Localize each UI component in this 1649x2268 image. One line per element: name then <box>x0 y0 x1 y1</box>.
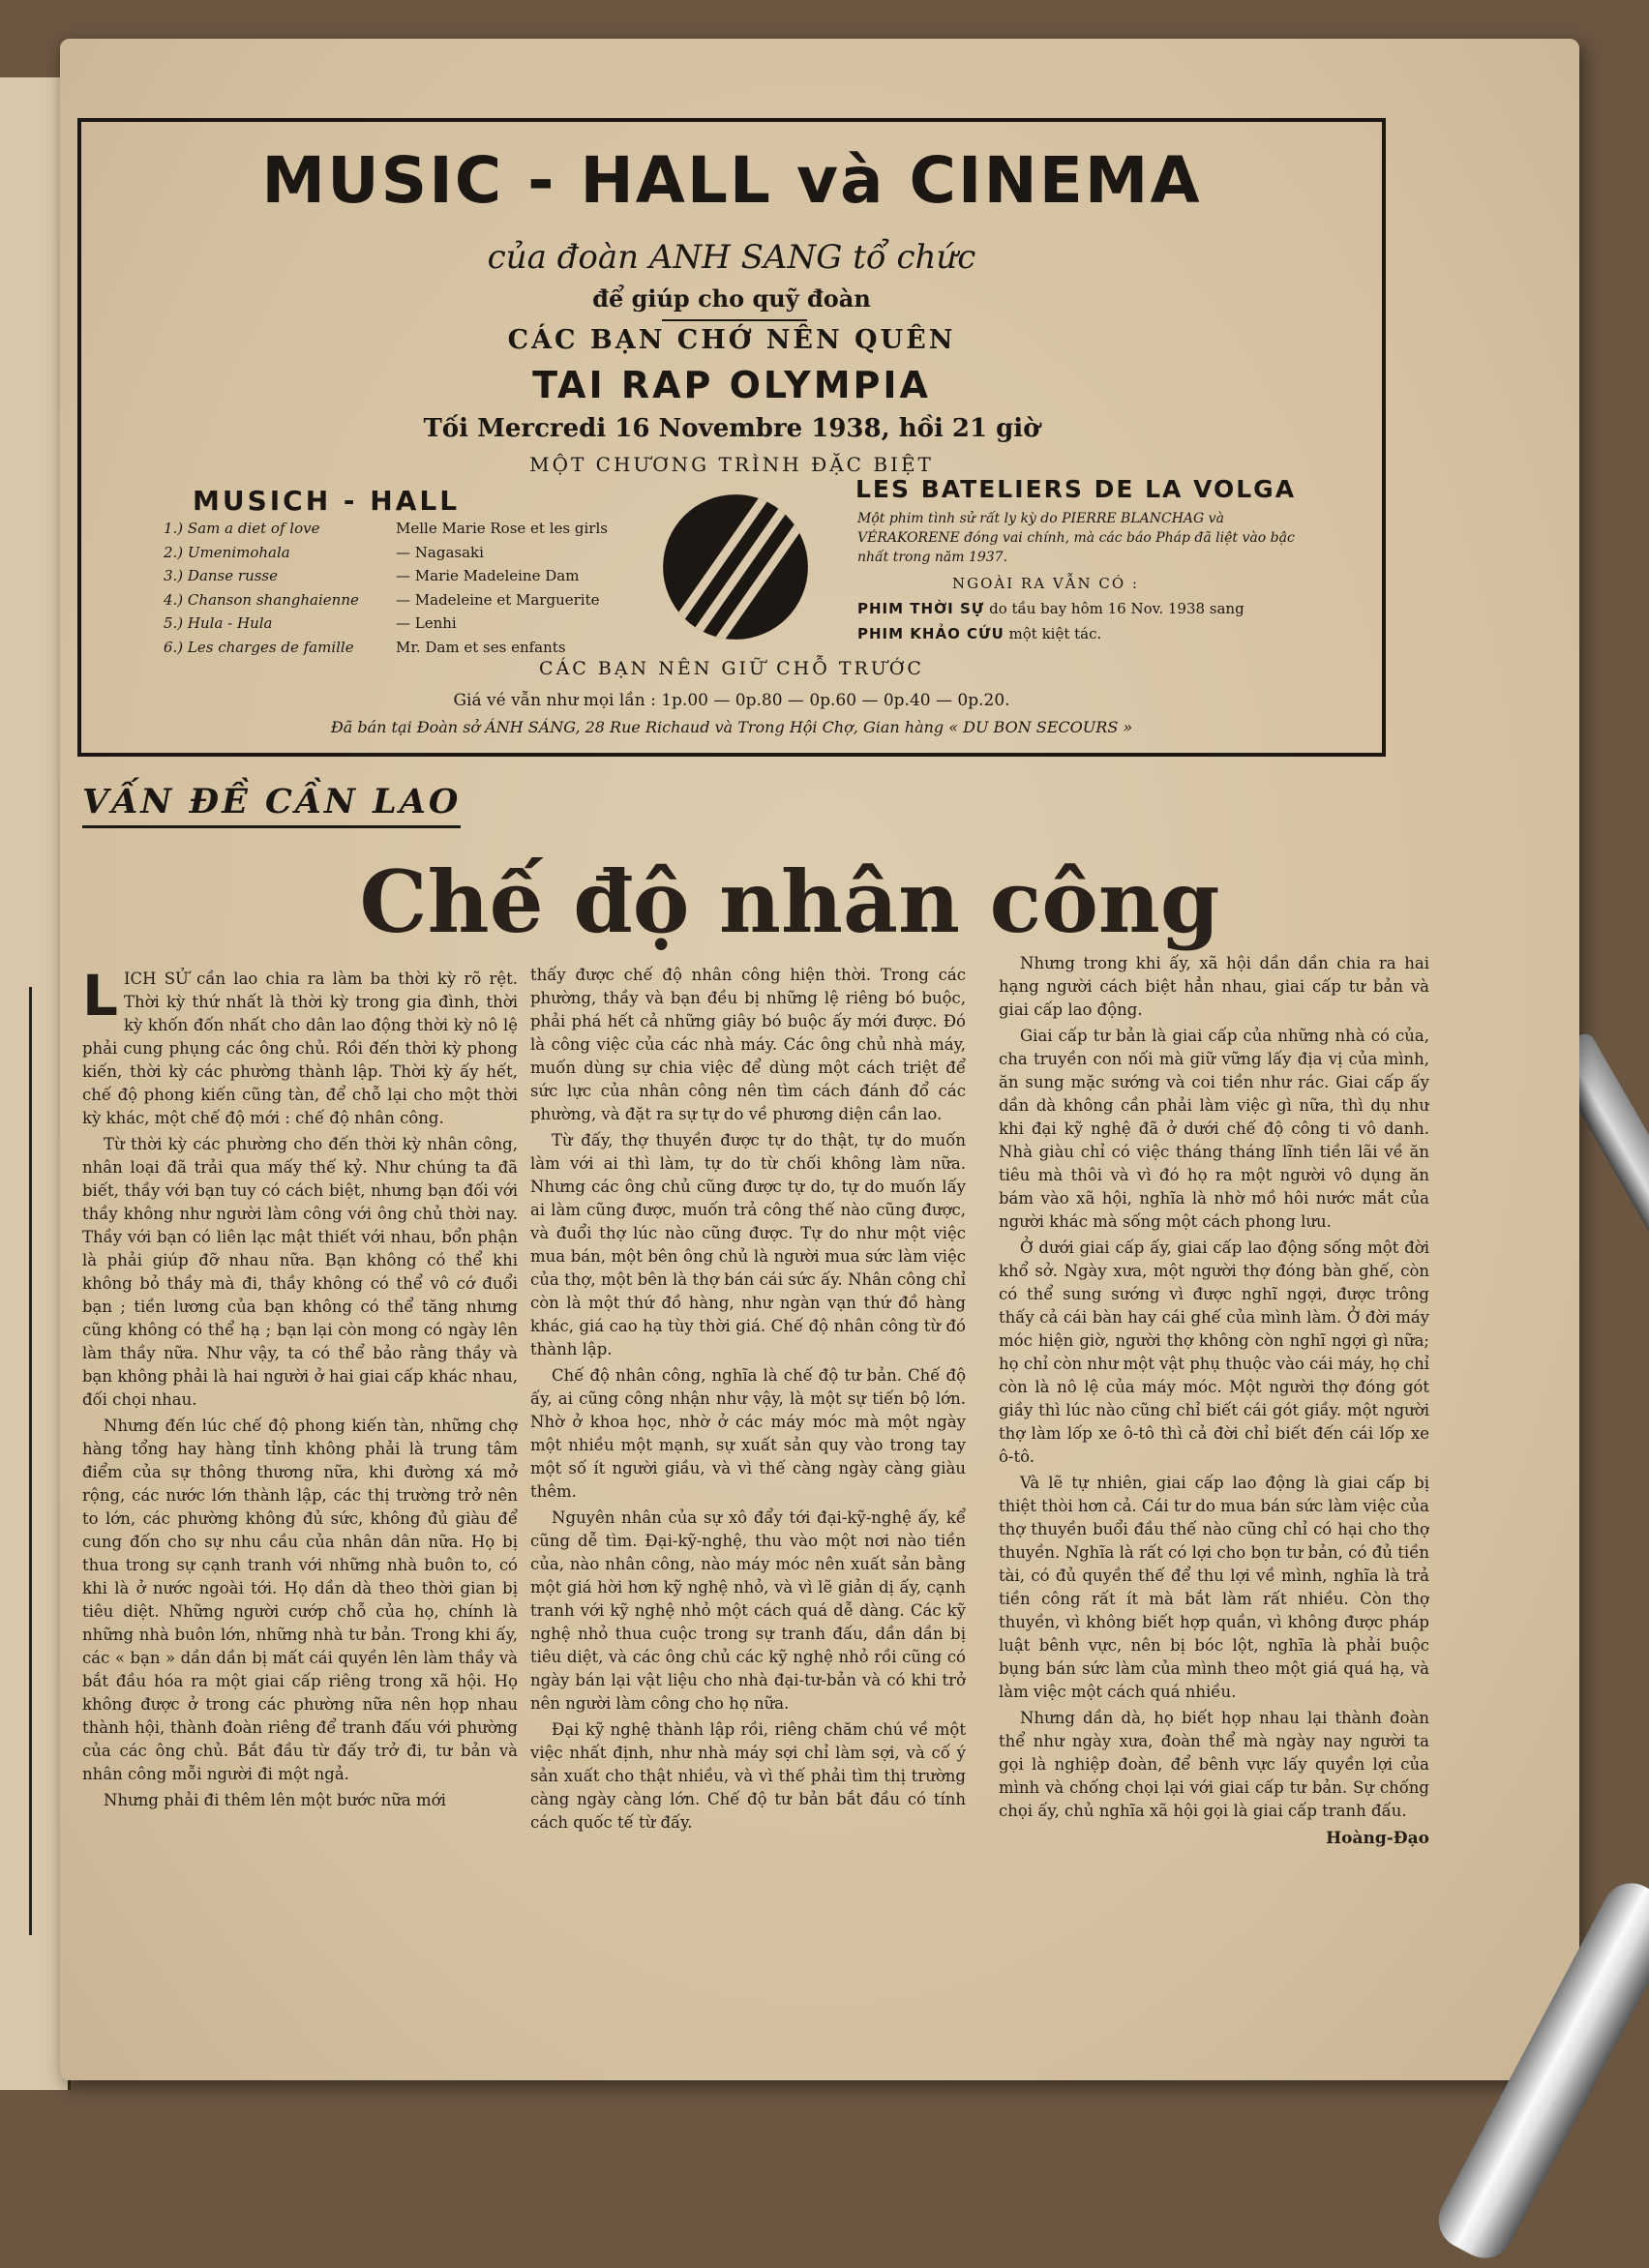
ad-reserve-note: CÁC BẠN NÊN GIỮ CHỖ TRƯỚC <box>539 658 924 679</box>
ad-title: MUSIC - HALL và CINEMA <box>261 143 1202 218</box>
ad-reminder: CÁC BẠN CHỚ NÊN QUÊN <box>507 325 956 355</box>
paragraph <box>82 968 518 1130</box>
paragraph-text: ICH SỬ cần lao chia ra làm ba thời kỳ rõ rệt. Thời kỳ thứ nhất là thời kỳ trong gia đình, thời kỳ khốn đốn nhất cho dân lao động thời kỳ nô lệ phải cung phụng các ông chủ. Rồi đến thời kỳ phong kiến, thời kỳ các phường thành lập. Thời kỳ ấy hết, chế độ phong kiến cũng tàn, để chỗ lại cho một thời kỳ khác, một chế độ mới : chế độ nhân công. <box>82 970 518 1127</box>
paragraph: Từ thời kỳ các phường cho đến thời kỳ nhân công, nhân loại đã trải qua mấy thế kỷ. Như chúng ta đã biết, thầy với bạn tuy có cách biệt, nhưng bạn đối với thầy không như người làm công với ông chủ thời nay. Thầy với bạn có liên lạc mật thiết với nhau, bổn phận là phải giúp đỡ nhau nữa. Bạn không có thể khi không bỏ thầy mà đi, thầy không có thể vô cớ đuổi bạn ; tiền lương của bạn không có thể tăng nhưng cũng không có thể hạ ; bạn lại còn mong có ngày lên làm thầy nữa. Như vậy, ta có thể bảo rằng thầy và bạn không phải là hai người ở hai giai cấp khác nhau, đối chọi nhau. <box>82 1135 518 1409</box>
list-item: 5.) Hula - Hula <box>164 614 273 632</box>
ad-program: MỘT CHƯƠNG TRÌNH ĐẶC BIỆT <box>529 453 934 476</box>
ad-venue: TAI RAP OLYMPIA <box>532 364 931 406</box>
paragraph: Đại kỹ nghệ thành lập rồi, riêng chăm chú về một việc nhất định, như nhà máy sợi chỉ làm sợi, và cố ý sản xuất cho thật nhiều, và vì thế phải tìm thị trường càng ngày càng lớn. Chế độ tư bản bắt đầu có tính cách quốc tế từ đấy. <box>530 1720 966 1832</box>
list-item: Mr. Dam et ses enfants <box>396 638 566 656</box>
paragraph: thấy được chế độ nhân công hiện thời. Trong các phường, thầy và bạn đều bị những lệ riêng bó buộc, phải phá hết cả những giây bó buộc ấy mới được. Đó là công việc của các nhà máy. Các ông chủ nhà máy, muốn dùng sự chia việc để dùng một cách triệt để sức lực của nhân công nên tìm cách đánh đổ các phường, và đặt ra sự tự do về phương diện cần lao. <box>530 966 966 1123</box>
paragraph: Và lẽ tự nhiên, giai cấp lao động là giai cấp bị thiệt thòi hơn cả. Cái tư do mua bán sức làm việc của thợ thuyền buổi đầu thế nào cũng chỉ có hại cho thợ thuyền. Nghĩa là rất có lợi cho bọn tư bản, có đủ tiền tài, có đủ quyền thế để thu lợi về mình, nghĩa là trả tiền công rất ít mà bắt làm rất nhiều. Còn thợ thuyền, vì không biết hợp quần, vì không được pháp luật bênh vực, nên bị bóc lột, nghĩa là phải buộc bụng bán sức làm của mình theo một giá quá hạ, và làm việc một cách quá nhiều. <box>999 1474 1429 1701</box>
ad-purpose: để giúp cho quỹ đoàn <box>592 284 871 313</box>
music-hall-titles <box>164 517 359 659</box>
list-item: 1.) Sam a diet of love <box>164 520 320 537</box>
paragraph: Giai cấp tư bản là giai cấp của những nhà có của, cha truyền con nối mà giữ vững lấy địa vị của mình, ăn sung mặc sướng và coi tiền như rác. Giai cấp ấy dần dà không cần phải làm việc gì nữa, thì dụ như khi đại kỹ nghệ đã ở dưới chế độ công ti vô danh. Nhà giàu chỉ có việc tháng tháng lĩnh tiền lãi về ăn tiêu mà thôi và vì đó họ ra một người vô dụng ăn bám vào xã hội, nghĩa là nhờ mồ hôi nước mắt của người khác mà sống một cách phong lưu. <box>999 1027 1429 1231</box>
newsreel-line <box>857 600 1244 617</box>
list-item: — Nagasaki <box>396 543 484 561</box>
list-item: — Lenhi <box>396 614 457 632</box>
paragraph: Nhưng phải đi thêm lên một bước nữa mới <box>104 1791 446 1809</box>
paragraph: Chế độ nhân công, nghĩa là chế độ tư bản. Chế độ ấy, ai cũng công nhận như vậy, là một sự tiến bộ lớn. Nhờ ở khoa học, nhờ ở các máy móc mà một ngày một nhiều một mạnh, sự xuất sản quy vào trong tay một số ít người giầu, và vì thế càng ngày càng giàu thêm. <box>530 1366 966 1501</box>
film-description: Một phim tình sử rất ly kỳ do PIERRE BLANCHAG và VÉRAKORENE đóng vai chính, mà các báo Pháp đã liệt vào bậc nhất trong năm 1937. <box>857 511 1295 565</box>
article-headline: Chế độ nhân công <box>359 851 1220 952</box>
documentary-line <box>857 625 1101 642</box>
paragraph: Nhưng đến lúc chế độ phong kiến tàn, những chợ hàng tổng hay hàng tỉnh không phải là trung tâm điểm của sự thông thương nữa, khi đường xá mở rộng, các nước lớn thành lập, các thị trường trở nên to lớn, các phường không đủ sức, không đủ giàu để cung đốn cho sự nhu cầu của nhân dân nữa. Họ bị thua trong sự cạnh tranh với những nhà buôn to, có khi là ở nước ngoài tới. Họ dần dà theo thời gian bị tiêu diệt. Những người cướp chỗ của họ, chính là những nhà buôn lớn, những nhà tư bản. Trong khi ấy, các « bạn » dần dần bị mất cái quyền lên làm thầy và bắt đầu hóa ra một giai cấp riêng trong xã hội. Họ không được ở trong các phường nữa nên họp nhau thành hội, thành đoàn riêng để tranh đấu với phường của các ông chủ. Bắt đầu từ đấy trở đi, tư bản và nhân công mỗi người đi một ngả. <box>82 1417 518 1783</box>
paragraph: Ở dưới giai cấp ấy, giai cấp lao động sống một đời khổ sở. Ngày xưa, một người thợ đóng bàn ghế, còn có thể sung sướng vì được nghĩ ngợi, được trông thấy cả cái bàn hay cái ghế của mình làm. Ở đời máy móc hiện giờ, người thợ không còn nghĩ ngợi gì nữa; họ chỉ còn như một vật phụ thuộc vào cái máy, họ chỉ còn là nô lệ của máy móc. Một người thợ đóng gót giầy thì lúc nào cũng chỉ biết cái gót giầy. một người thợ làm lốp xe ô-tô thì cả đời chỉ biết đến cái lốp xe ô-tô. <box>999 1238 1429 1466</box>
drop-cap: L <box>82 968 118 1029</box>
music-hall-performers <box>396 517 608 659</box>
list-item: 2.) Umenimohala <box>164 543 290 561</box>
documentary-text: một kiệt tác. <box>1008 625 1102 642</box>
ad-prices: Giá vé vẫn như mọi lần : 1p.00 — 0p.80 — 0p.60 — 0p.40 — 0p.20. <box>453 691 1010 710</box>
paragraph: Nhưng dần dà, họ biết họp nhau lại thành đoàn thể như ngày xưa, đoàn thể mà ngày nay người ta gọi là nghiệp đoàn, để bênh vực lấy quyền lợi của mình và chống chọi lại với giai cấp tư bản. Sự chống chọi ấy, chủ nghĩa xã hội gọi là giai cấp tranh đấu. <box>999 1709 1429 1820</box>
list-item: 6.) Les charges de famille <box>164 638 354 656</box>
list-item: — Marie Madeleine Dam <box>396 567 580 584</box>
ad-divider <box>662 319 807 321</box>
newsreel-text: do tầu bay hôm 16 Nov. 1938 sang <box>989 600 1244 617</box>
list-item: — Madeleine et Marguerite <box>396 590 600 609</box>
newsreel-label: PHIM THỜI SỰ <box>857 600 985 617</box>
advertisement-box <box>77 118 1386 757</box>
music-hall-heading: MUSICH - HALL <box>193 485 461 517</box>
film-heading: LES BATELIERS DE LA VOLGA <box>855 475 1297 503</box>
list-item: 4.) Chanson shanghaienne <box>164 590 359 609</box>
section-label: VẤN ĐỀ CẦN LAO <box>82 782 461 828</box>
ad-ticket-outlets: Đã bán tại Đoàn sở ÁNH SÁNG, 28 Rue Richaud và Trong Hội Chợ, Gian hàng « DU BON SECOURS » <box>330 718 1133 736</box>
list-item: 3.) Danse russe <box>164 567 279 584</box>
film-extras-heading: NGOÀI RA VẪN CÓ : <box>952 575 1139 592</box>
article-column-1 <box>82 968 518 2032</box>
paragraph: Nhưng trong khi ấy, xã hội dần dần chia ra hai hạng người cách biệt hẳn nhau, giai cấp tư bản và giai cấp lao động. <box>999 954 1429 1019</box>
article-column-3 <box>999 952 1429 2016</box>
article-column-2 <box>530 964 966 2028</box>
documentary-label: PHIM KHẢO CỨU <box>857 625 1004 642</box>
ad-organizer: của đoàn ANH SANG tổ chức <box>487 238 976 277</box>
facing-page-rule <box>0 987 32 1935</box>
anh-sang-logo-icon <box>660 492 811 642</box>
paragraph: Từ đấy, thợ thuyền được tự do thật, tự do muốn làm với ai thì làm, tự do từ chối không làm nữa. Nhưng các ông chủ cũng được tự do, tự do muốn lấy ai làm cũng được, muốn trả công thế nào cũng được, và đuổi thợ lúc nào cũng được. Tự do như một việc mua bán, một bên ông chủ là người mua sức làm việc của thợ, một bên là thợ bán cái sức ấy. Nhân công chỉ còn là một thứ đồ hàng, như ngàn vạn thứ đồ hàng khác, giá cao hạ tùy thời giá. Chế độ nhân công từ đó thành lập. <box>530 1131 966 1358</box>
paragraph: Nguyên nhân của sự xô đẩy tới đại-kỹ-nghệ ấy, kể cũng dễ tìm. Đại-kỹ-nghệ, thu vào một nơi nào tiền của, nào nhân công, nào máy móc nên xuất sản bằng một giá hời hơn kỹ nghệ nhỏ, và vì lẽ giản dị ấy, cạnh tranh với kỹ nghệ nhỏ một cách quá dễ dàng. Các kỹ nghệ nhỏ thua cuộc trong sự tranh đấu, dần dần bị tiêu diệt, và các ông chủ các kỹ nghệ nhỏ rồi cũng có ngày bán lại vật liệu cho nhà đại-tư-bản và có khi trở nên người làm công cho họ nữa. <box>530 1508 966 1713</box>
list-item: Melle Marie Rose et les girls <box>396 520 608 537</box>
article-author: Hoàng-Đạo <box>1326 1829 1429 1848</box>
ad-date: Tối Mercredi 16 Novembre 1938, hồi 21 giờ <box>423 414 1040 443</box>
